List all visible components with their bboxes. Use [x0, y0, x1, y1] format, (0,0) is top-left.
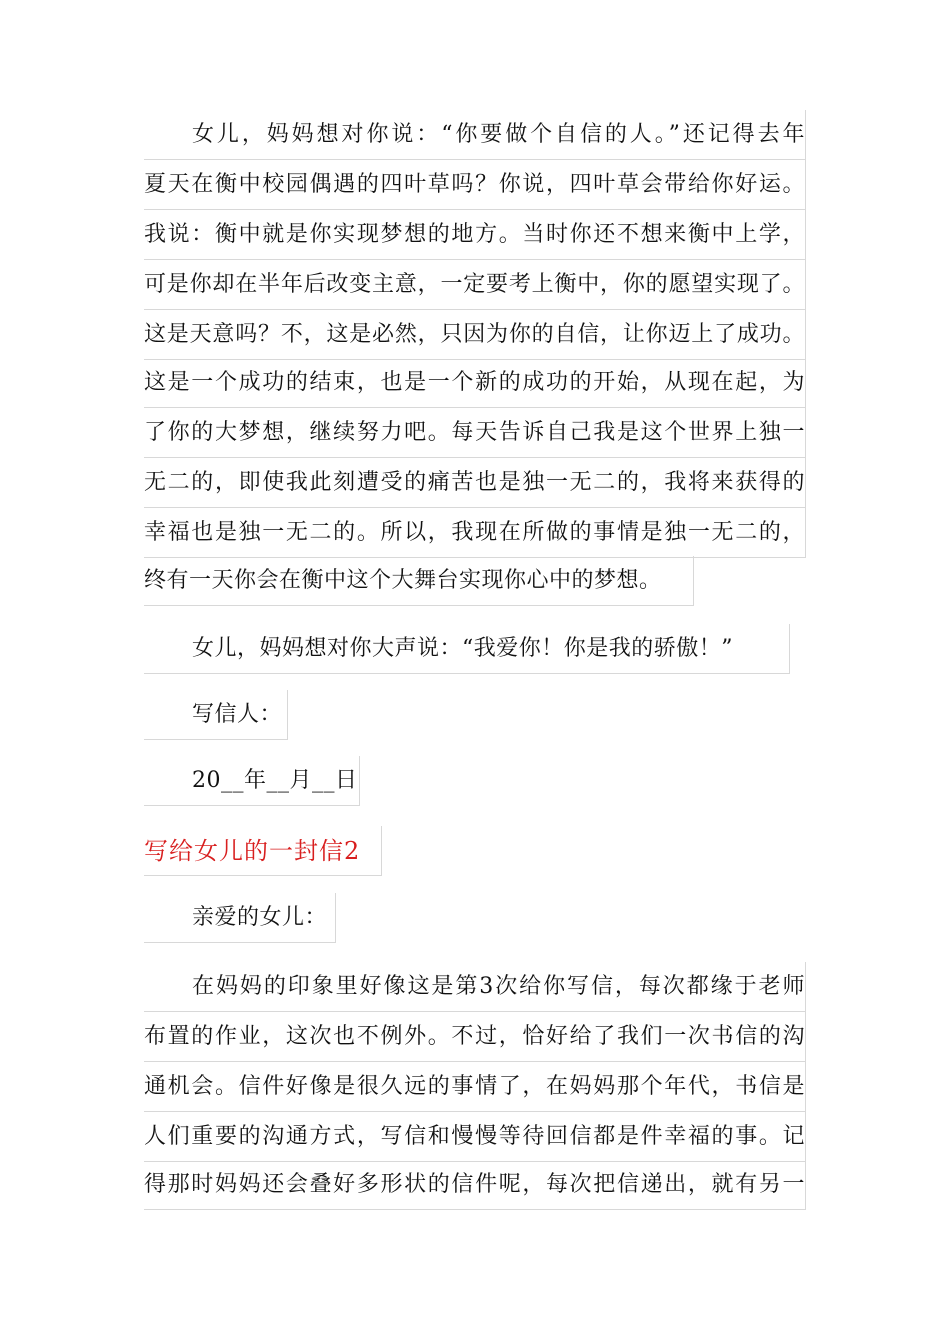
paragraph-3-line-1: 在妈妈的印象里好像这是第3次给你写信，每次都缘于老师 — [144, 962, 806, 1012]
paragraph-1-line-9: 幸福也是独一无二的。所以，我现在所做的事情是独一无二的， — [144, 508, 806, 558]
paragraph-3-line-5: 得那时妈妈还会叠好多形状的信件呢，每次把信递出，就有另一 — [144, 1160, 806, 1210]
paragraph-3-line-4: 人们重要的沟通方式，写信和慢慢等待回信都是件幸福的事。记 — [144, 1112, 806, 1162]
paragraph-1-line-3: 我说：衡中就是你实现梦想的地方。当时你还不想来衡中上学， — [144, 210, 806, 260]
paragraph-1-line-1: 女儿，妈妈想对你说：“你要做个自信的人。”还记得去年 — [144, 110, 806, 160]
paragraph-1-line-7: 了你的大梦想，继续努力吧。每天告诉自己我是这个世界上独一 — [144, 408, 806, 458]
paragraph-1-line-6: 这是一个成功的结束，也是一个新的成功的开始，从现在起，为 — [144, 358, 806, 408]
paragraph-1-line-5: 这是天意吗？不，这是必然，只因为你的自信，让你迈上了成功。 — [144, 310, 806, 360]
signature-line: 写信人： — [144, 690, 288, 740]
paragraph-1-line-2: 夏天在衡中校园偶遇的四叶草吗？你说，四叶草会带给你好运。 — [144, 160, 806, 210]
section-heading: 写给女儿的一封信2 — [144, 826, 382, 876]
paragraph-2: 女儿，妈妈想对你大声说：“我爱你！你是我的骄傲！” — [144, 624, 790, 674]
paragraph-1-line-8: 无二的，即使我此刻遭受的痛苦也是独一无二的，我将来获得的 — [144, 458, 806, 508]
paragraph-3-line-2: 布置的作业，这次也不例外。不过，恰好给了我们一次书信的沟 — [144, 1012, 806, 1062]
paragraph-3-line-3: 通机会。信件好像是很久远的事情了，在妈妈那个年代，书信是 — [144, 1062, 806, 1112]
paragraph-1-line-4: 可是你却在半年后改变主意，一定要考上衡中，你的愿望实现了。 — [144, 260, 806, 310]
date-line: 20__年__月__日 — [144, 756, 360, 806]
paragraph-1-line-10: 终有一天你会在衡中这个大舞台实现你心中的梦想。 — [144, 556, 694, 606]
salutation-line: 亲爱的女儿： — [144, 893, 336, 943]
